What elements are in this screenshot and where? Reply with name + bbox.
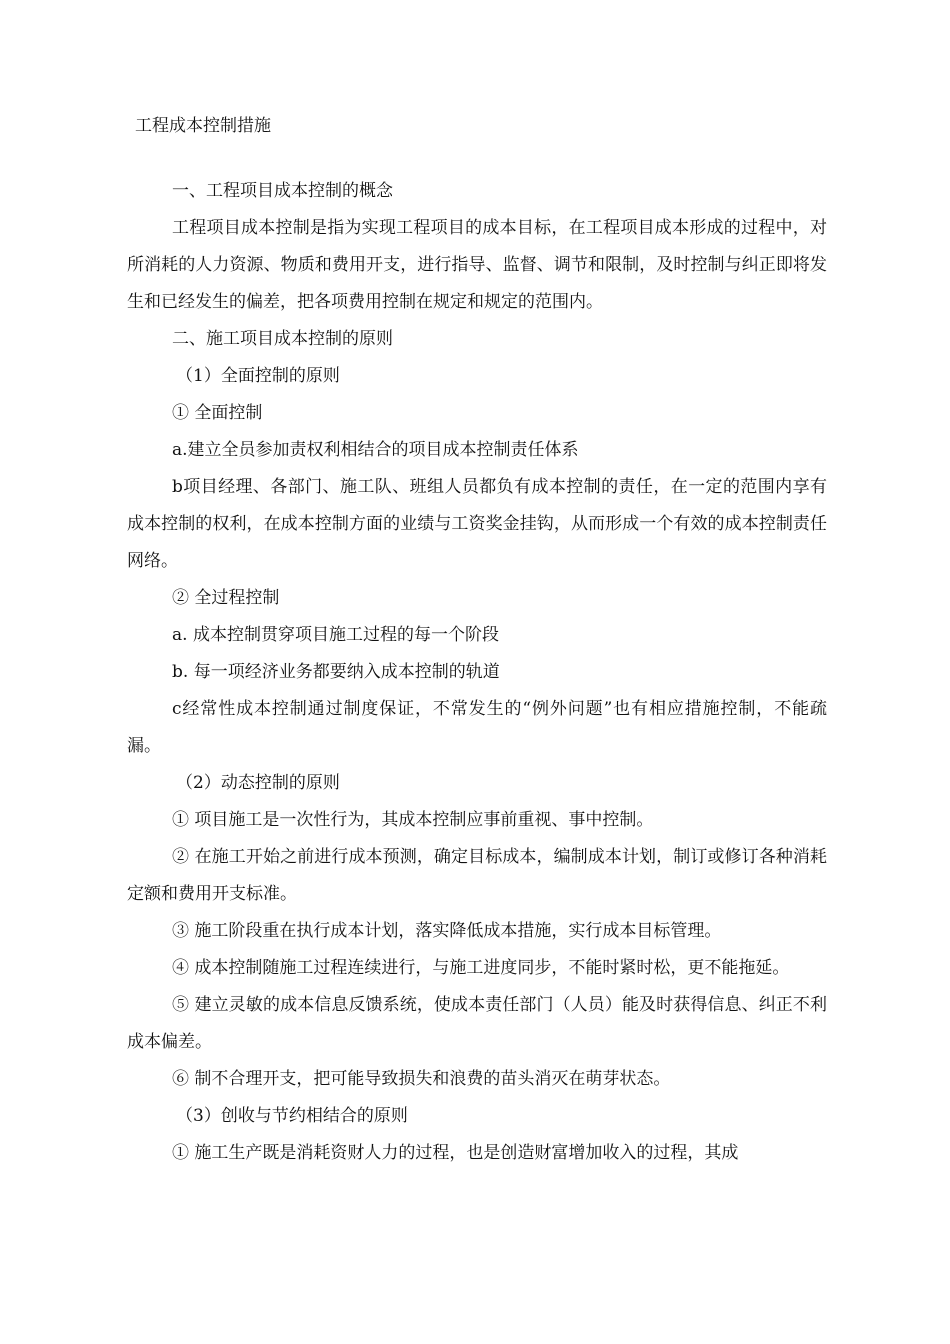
list-item: ② 在施工开始之前进行成本预测，确定目标成本，编制成本计划，制订或修订各种消耗定额和费用开支标准。 [127,847,827,904]
section-heading: 一、工程项目成本控制的概念 [172,181,393,201]
list-item: ⑥ 制不合理开支，把可能导致损失和浪费的苗头消灭在萌芽状态。 [172,1069,671,1089]
list-item: b项目经理、各部门、施工队、班组人员都负有成本控制的责任，在一定的范围内享有成本控制的权利，在成本控制方面的业绩与工资奖金挂钩，从而形成一个有效的成本控制责任网络。 [127,477,827,571]
list-item: c经常性成本控制通过制度保证，不常发生的“例外问题”也有相应措施控制，不能疏漏。 [127,699,827,756]
list-item: a.建立全员参加责权利相结合的项目成本控制责任体系 [172,440,579,460]
subsection-heading: （3）创收与节约相结合的原则 [176,1106,408,1126]
list-item: ① 全面控制 [172,403,263,423]
document-body [127,173,827,1172]
subsection-heading: （1）全面控制的原则 [176,366,340,386]
list-item: a. 成本控制贯穿项目施工过程的每一个阶段 [172,625,499,645]
list-item: ① 施工生产既是消耗资财人力的过程，也是创造财富增加收入的过程，其成 [172,1143,739,1163]
paragraph: 工程项目成本控制是指为实现工程项目的成本目标，在工程项目成本形成的过程中，对所消耗的人力资源、物质和费用开支，进行指导、监督、调节和限制，及时控制与纠正即将发生和已经发生的偏差，把各项费用控制在规定和规定的范围内。 [127,218,827,312]
list-item: ⑤ 建立灵敏的成本信息反馈系统，使成本责任部门（人员）能及时获得信息、纠正不利成本偏差。 [127,995,827,1052]
list-item: b. 每一项经济业务都要纳入成本控制的轨道 [172,662,500,682]
list-item: ② 全过程控制 [172,588,280,608]
list-item: ① 项目施工是一次性行为，其成本控制应事前重视、事中控制。 [172,810,654,830]
list-item: ④ 成本控制随施工过程连续进行，与施工进度同步，不能时紧时松，更不能拖延。 [172,958,790,978]
document-title: 工程成本控制措施 [135,116,271,136]
subsection-heading: （2）动态控制的原则 [176,773,340,793]
list-item: ③ 施工阶段重在执行成本计划，落实降低成本措施，实行成本目标管理。 [172,921,722,941]
section-heading: 二、施工项目成本控制的原则 [172,329,393,349]
